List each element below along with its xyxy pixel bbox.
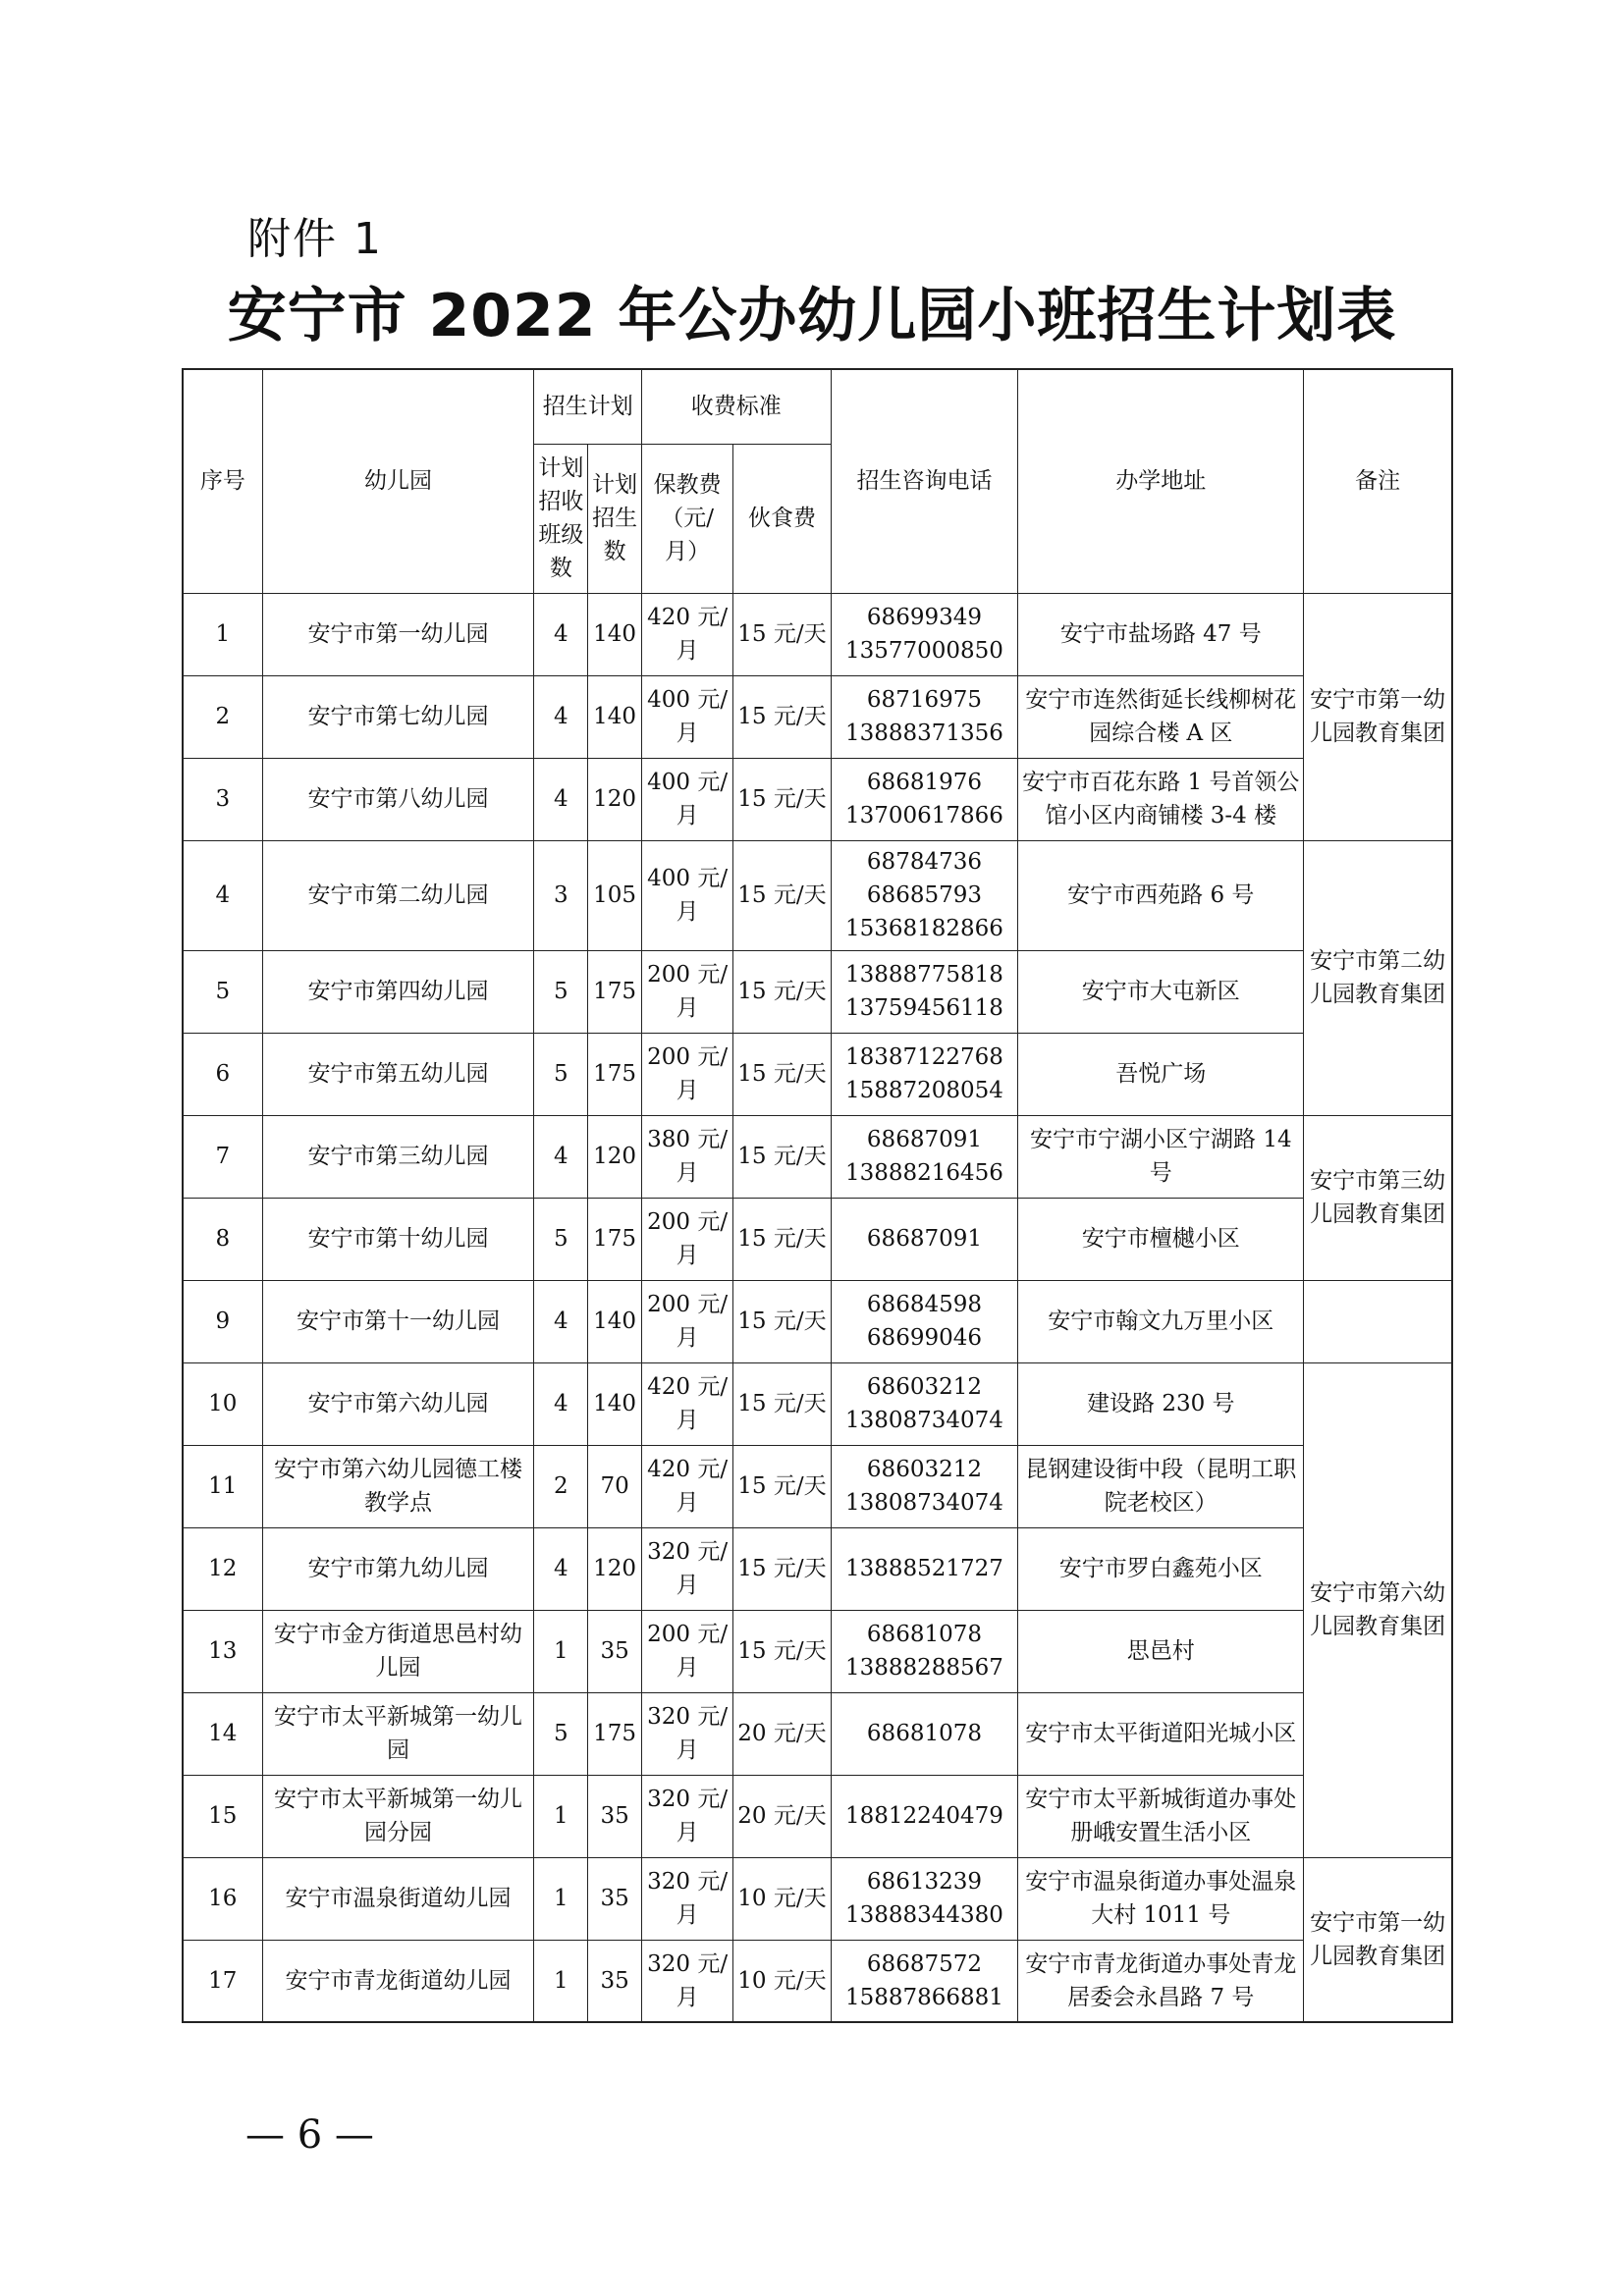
row-plan-students: 35: [588, 1940, 642, 2022]
row-meal-fee: 15 元/天: [733, 593, 831, 675]
table-row: [183, 1940, 1452, 2022]
row-plan-classes: 4: [534, 675, 588, 758]
row-phones: [831, 1362, 1018, 1445]
row-seq: 10: [183, 1362, 262, 1445]
row-care-fee: 400 元/月: [641, 758, 732, 840]
phone-number: 68685793: [866, 882, 982, 908]
row-kindergarten-name: 安宁市第五幼儿园: [262, 1033, 534, 1115]
row-plan-classes: 4: [534, 1280, 588, 1362]
table-row: [183, 1033, 1452, 1115]
note-group: 安宁市第三幼儿园教育集团: [1304, 1115, 1452, 1280]
row-kindergarten-name: 安宁市温泉街道幼儿园: [262, 1857, 534, 1940]
row-kindergarten-name: 安宁市第十幼儿园: [262, 1198, 534, 1280]
row-kindergarten-name: 安宁市第二幼儿园: [262, 840, 534, 950]
row-care-fee: 200 元/月: [641, 1280, 732, 1362]
row-seq: 9: [183, 1280, 262, 1362]
row-kindergarten-name: 安宁市金方街道思邑村幼儿园: [262, 1610, 534, 1692]
row-plan-students: 175: [588, 1033, 642, 1115]
phone-number: 68603212: [866, 1374, 982, 1400]
row-meal-fee: 15 元/天: [733, 950, 831, 1033]
row-plan-classes: 5: [534, 1692, 588, 1775]
row-plan-classes: 5: [534, 1198, 588, 1280]
row-plan-classes: 3: [534, 840, 588, 950]
row-plan-students: 140: [588, 675, 642, 758]
row-kindergarten-name: 安宁市太平新城第一幼儿园: [262, 1692, 534, 1775]
row-plan-classes: 1: [534, 1610, 588, 1692]
row-phones: [831, 593, 1018, 675]
phone-number: 13888344380: [844, 1902, 1003, 1928]
row-phones: [831, 1527, 1018, 1610]
row-plan-students: 35: [588, 1610, 642, 1692]
row-meal-fee: 15 元/天: [733, 758, 831, 840]
row-address: 安宁市罗白鑫苑小区: [1018, 1527, 1304, 1610]
row-care-fee: 320 元/月: [641, 1857, 732, 1940]
row-seq: 17: [183, 1940, 262, 2022]
row-phones: [831, 1775, 1018, 1857]
row-plan-classes: 2: [534, 1445, 588, 1527]
row-phones: [831, 758, 1018, 840]
row-address: 昆钢建设街中段（昆明工职院老校区）: [1018, 1445, 1304, 1527]
row-meal-fee: 15 元/天: [733, 1033, 831, 1115]
header-address: 办学地址: [1018, 369, 1304, 593]
row-plan-classes: 4: [534, 593, 588, 675]
phone-number: 13888521727: [844, 1556, 1003, 1581]
phone-number: 68684598: [866, 1292, 982, 1317]
row-kindergarten-name: 安宁市第九幼儿园: [262, 1527, 534, 1610]
row-phones: [831, 675, 1018, 758]
row-kindergarten-name: 安宁市第十一幼儿园: [262, 1280, 534, 1362]
row-care-fee: 200 元/月: [641, 950, 732, 1033]
phone-number: 13759456118: [844, 995, 1003, 1021]
phone-number: 13577000850: [844, 638, 1003, 664]
phone-number: 68613239: [866, 1869, 982, 1895]
row-address: 安宁市盐场路 47 号: [1018, 593, 1304, 675]
note-group: 安宁市第六幼儿园教育集团: [1304, 1362, 1452, 1857]
table-row: [183, 1362, 1452, 1445]
row-plan-students: 120: [588, 758, 642, 840]
phone-number: 13700617866: [844, 803, 1003, 828]
row-address: 吾悦广场: [1018, 1033, 1304, 1115]
row-phones: [831, 1692, 1018, 1775]
row-care-fee: 320 元/月: [641, 1775, 732, 1857]
row-seq: 16: [183, 1857, 262, 1940]
row-seq: 2: [183, 675, 262, 758]
header-plan-students: 计划招生数: [588, 444, 642, 593]
table-row: [183, 593, 1452, 675]
row-seq: 7: [183, 1115, 262, 1198]
row-seq: 13: [183, 1610, 262, 1692]
row-meal-fee: 10 元/天: [733, 1857, 831, 1940]
row-care-fee: 320 元/月: [641, 1692, 732, 1775]
row-seq: 6: [183, 1033, 262, 1115]
header-fee-meal: 伙食费: [733, 444, 831, 593]
row-care-fee: 200 元/月: [641, 1610, 732, 1692]
phone-number: 68681078: [866, 1622, 982, 1647]
phone-number: 68681078: [866, 1721, 982, 1746]
phone-number: 13888216456: [844, 1160, 1003, 1186]
row-plan-students: 175: [588, 1692, 642, 1775]
row-care-fee: 320 元/月: [641, 1527, 732, 1610]
row-plan-students: 120: [588, 1115, 642, 1198]
table-row: [183, 1527, 1452, 1610]
row-kindergarten-name: 安宁市青龙街道幼儿园: [262, 1940, 534, 2022]
row-phones: [831, 1610, 1018, 1692]
row-plan-students: 35: [588, 1857, 642, 1940]
row-kindergarten-name: 安宁市第八幼儿园: [262, 758, 534, 840]
row-plan-classes: 1: [534, 1857, 588, 1940]
row-address: 安宁市太平街道阳光城小区: [1018, 1692, 1304, 1775]
table-row: [183, 1610, 1452, 1692]
row-address: 安宁市宁湖小区宁湖路 14 号: [1018, 1115, 1304, 1198]
row-plan-classes: 4: [534, 1362, 588, 1445]
note-group: [1304, 1280, 1452, 1362]
table-row: [183, 1198, 1452, 1280]
row-meal-fee: 10 元/天: [733, 1940, 831, 2022]
row-address: 安宁市翰文九万里小区: [1018, 1280, 1304, 1362]
note-group: 安宁市第二幼儿园教育集团: [1304, 840, 1452, 1115]
header-note: 备注: [1304, 369, 1452, 593]
row-seq: 8: [183, 1198, 262, 1280]
header-seq: 序号: [183, 369, 262, 593]
row-care-fee: 200 元/月: [641, 1198, 732, 1280]
row-phones: [831, 1940, 1018, 2022]
row-address: 安宁市青龙街道办事处青龙居委会永昌路 7 号: [1018, 1940, 1304, 2022]
row-meal-fee: 20 元/天: [733, 1692, 831, 1775]
row-meal-fee: 15 元/天: [733, 1527, 831, 1610]
row-plan-classes: 5: [534, 1033, 588, 1115]
header-fee: 收费标准: [641, 369, 831, 444]
row-plan-students: 140: [588, 593, 642, 675]
phone-number: 68699046: [866, 1325, 982, 1351]
row-phones: [831, 840, 1018, 950]
row-care-fee: 400 元/月: [641, 675, 732, 758]
row-seq: 1: [183, 593, 262, 675]
row-care-fee: 420 元/月: [641, 1445, 732, 1527]
table-row: [183, 1115, 1452, 1198]
phone-number: 68716975: [866, 687, 982, 713]
row-kindergarten-name: 安宁市第六幼儿园: [262, 1362, 534, 1445]
row-plan-classes: 4: [534, 1527, 588, 1610]
row-seq: 11: [183, 1445, 262, 1527]
phone-number: 18387122768: [844, 1044, 1003, 1070]
row-kindergarten-name: 安宁市第三幼儿园: [262, 1115, 534, 1198]
header-kindergarten: 幼儿园: [262, 369, 534, 593]
row-plan-students: 120: [588, 1527, 642, 1610]
note-group: 安宁市第一幼儿园教育集团: [1304, 1857, 1452, 2022]
row-kindergarten-name: 安宁市第一幼儿园: [262, 593, 534, 675]
row-address: 建设路 230 号: [1018, 1362, 1304, 1445]
header-plan: 招生计划: [534, 369, 642, 444]
row-kindergarten-name: 安宁市太平新城第一幼儿园分园: [262, 1775, 534, 1857]
row-meal-fee: 15 元/天: [733, 1610, 831, 1692]
annex-label: 附件 1: [247, 214, 383, 264]
row-address: 思邑村: [1018, 1610, 1304, 1692]
row-plan-classes: 4: [534, 1115, 588, 1198]
note-group: 安宁市第一幼儿园教育集团: [1304, 593, 1452, 840]
row-address: 安宁市百花东路 1 号首领公馆小区内商铺楼 3-4 楼: [1018, 758, 1304, 840]
row-plan-classes: 4: [534, 758, 588, 840]
row-phones: [831, 1445, 1018, 1527]
row-plan-students: 140: [588, 1362, 642, 1445]
row-seq: 5: [183, 950, 262, 1033]
enrollment-plan-table: [182, 368, 1453, 2023]
table-row: [183, 950, 1452, 1033]
row-meal-fee: 15 元/天: [733, 1280, 831, 1362]
row-meal-fee: 15 元/天: [733, 1362, 831, 1445]
table-row: [183, 1692, 1452, 1775]
phone-number: 15368182866: [844, 916, 1003, 941]
phone-number: 68687091: [866, 1226, 982, 1252]
row-care-fee: 420 元/月: [641, 1362, 732, 1445]
phone-number: 13888371356: [844, 721, 1003, 746]
row-seq: 14: [183, 1692, 262, 1775]
table-body: [183, 593, 1452, 2022]
row-kindergarten-name: 安宁市第四幼儿园: [262, 950, 534, 1033]
row-plan-students: 70: [588, 1445, 642, 1527]
table-row: [183, 1280, 1452, 1362]
row-plan-students: 175: [588, 1198, 642, 1280]
row-meal-fee: 15 元/天: [733, 840, 831, 950]
row-plan-students: 175: [588, 950, 642, 1033]
row-phones: [831, 1198, 1018, 1280]
phone-number: 68784736: [866, 849, 982, 875]
row-meal-fee: 20 元/天: [733, 1775, 831, 1857]
phone-number: 68687572: [866, 1950, 982, 1977]
phone-number: 13888775818: [844, 962, 1003, 988]
row-phones: [831, 1280, 1018, 1362]
phone-number: 68681976: [866, 770, 982, 795]
row-kindergarten-name: 安宁市第六幼儿园德工楼教学点: [262, 1445, 534, 1527]
row-address: 安宁市大屯新区: [1018, 950, 1304, 1033]
row-plan-students: 140: [588, 1280, 642, 1362]
header-fee-care: 保教费（元/月）: [641, 444, 732, 593]
row-care-fee: 400 元/月: [641, 840, 732, 950]
row-address: 安宁市檀樾小区: [1018, 1198, 1304, 1280]
table-row: [183, 1445, 1452, 1527]
row-care-fee: 380 元/月: [641, 1115, 732, 1198]
row-care-fee: 200 元/月: [641, 1033, 732, 1115]
row-phones: [831, 950, 1018, 1033]
row-meal-fee: 15 元/天: [733, 1445, 831, 1527]
header-phone: 招生咨询电话: [831, 369, 1018, 593]
phone-number: 15887866881: [844, 1984, 1003, 2010]
table-row: [183, 675, 1452, 758]
row-plan-classes: 1: [534, 1940, 588, 2022]
row-meal-fee: 15 元/天: [733, 1198, 831, 1280]
phone-number: 13808734074: [844, 1408, 1003, 1433]
phone-number: 68603212: [866, 1457, 982, 1482]
phone-number: 18812240479: [844, 1803, 1003, 1829]
row-phones: [831, 1115, 1018, 1198]
table-row: [183, 840, 1452, 950]
phone-number: 13808734074: [844, 1490, 1003, 1516]
row-address: 安宁市温泉街道办事处温泉大村 1011 号: [1018, 1857, 1304, 1940]
row-seq: 15: [183, 1775, 262, 1857]
row-phones: [831, 1857, 1018, 1940]
row-address: 安宁市太平新城街道办事处册峨安置生活小区: [1018, 1775, 1304, 1857]
table-row: [183, 758, 1452, 840]
page-number: — 6 —: [245, 2112, 374, 2158]
row-meal-fee: 15 元/天: [733, 1115, 831, 1198]
row-meal-fee: 15 元/天: [733, 675, 831, 758]
row-address: 安宁市西苑路 6 号: [1018, 840, 1304, 950]
table-row: [183, 1857, 1452, 1940]
document-title: 安宁市 2022 年公办幼儿园小班招生计划表: [227, 282, 1397, 350]
phone-number: 68699349: [866, 605, 982, 630]
row-seq: 12: [183, 1527, 262, 1610]
phone-number: 13888288567: [844, 1655, 1003, 1681]
row-kindergarten-name: 安宁市第七幼儿园: [262, 675, 534, 758]
row-care-fee: 420 元/月: [641, 593, 732, 675]
row-seq: 3: [183, 758, 262, 840]
table-row: [183, 1775, 1452, 1857]
phone-number: 68687091: [866, 1127, 982, 1152]
row-plan-students: 35: [588, 1775, 642, 1857]
header-plan-classes: 计划招收班级数: [534, 444, 588, 593]
row-care-fee: 320 元/月: [641, 1940, 732, 2022]
row-seq: 4: [183, 840, 262, 950]
row-phones: [831, 1033, 1018, 1115]
phone-number: 15887208054: [844, 1078, 1003, 1103]
row-address: 安宁市连然街延长线柳树花园综合楼 A 区: [1018, 675, 1304, 758]
row-plan-classes: 1: [534, 1775, 588, 1857]
row-plan-students: 105: [588, 840, 642, 950]
row-plan-classes: 5: [534, 950, 588, 1033]
